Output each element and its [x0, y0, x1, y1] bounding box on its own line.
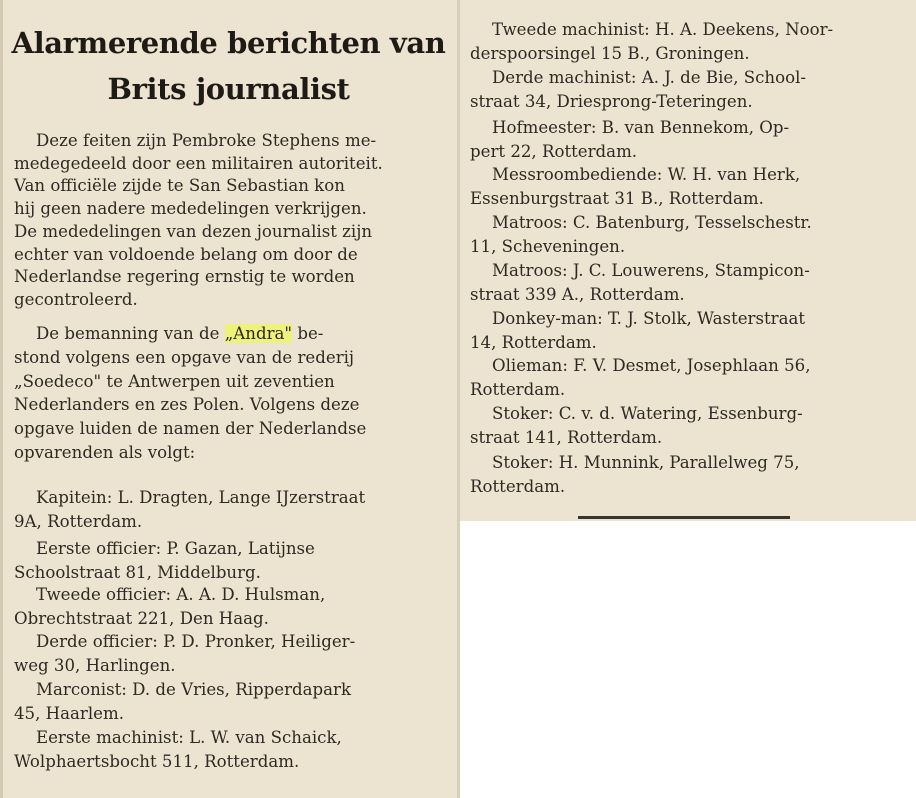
entry-line: Olieman: F. V. Desmet, Josephlaan 56, — [492, 356, 811, 375]
entry-line: weg 30, Harlingen. — [14, 655, 176, 675]
crew-entry — [14, 537, 315, 584]
crew-entry — [470, 66, 806, 113]
text-line: opgave luiden de namen der Nederlandse — [14, 419, 367, 439]
crew-entry — [470, 116, 789, 163]
text-line: „Soedeco" te Antwerpen uit zeventien — [14, 371, 335, 391]
entry-line: pert 22, Rotterdam. — [470, 141, 638, 161]
entry-line: Stoker: C. v. d. Watering, Essenburg- — [492, 404, 803, 423]
text-line: Nederlanders en zes Polen. Volgens deze — [14, 395, 360, 415]
text-line: Deze feiten zijn Pembroke Stephens me- — [36, 131, 377, 150]
entry-line: Essenburgstraat 31 B., Rotterdam. — [470, 188, 764, 208]
crew-entry — [470, 354, 810, 401]
entry-line: Matroos: J. C. Louwerens, Stampicon- — [492, 261, 810, 280]
entry-line: Matroos: C. Batenburg, Tesselschestr. — [492, 213, 812, 232]
crew-entry — [470, 163, 800, 210]
entry-line: Obrechtstraat 221, Den Haag. — [14, 608, 269, 628]
entry-line: Eerste machinist: L. W. van Schaick, — [36, 728, 342, 747]
text-line: Van officiële zijde te San Sebastian kon — [14, 176, 345, 196]
crew-entry — [14, 678, 351, 725]
entry-line: Messroombediende: W. H. van Herk, — [492, 165, 801, 184]
text-line: Nederlandse regering ernstig te worden — [14, 267, 355, 287]
crew-paragraph — [14, 322, 444, 465]
entry-line: Rotterdam. — [470, 476, 566, 496]
entry-line: 9A, Rotterdam. — [14, 511, 143, 531]
text-line: De mededelingen van dezen journalist zijn — [14, 221, 373, 241]
text-line — [14, 322, 444, 346]
crew-entry — [470, 402, 803, 449]
entry-line: Derde machinist: A. J. de Bie, School- — [492, 68, 807, 87]
crew-entry — [470, 307, 805, 354]
end-rule — [578, 516, 790, 519]
entry-line: Derde officier: P. D. Pronker, Heiliger- — [36, 632, 356, 651]
crew-entry — [14, 726, 342, 773]
text-line: opvarenden als volgt: — [14, 442, 196, 462]
entry-line: Kapitein: L. Dragten, Lange IJzerstraat — [36, 488, 366, 507]
entry-line: Eerste officier: P. Gazan, Latijnse — [36, 539, 315, 558]
right-column — [460, 0, 916, 521]
text-line: medegedeeld door een militairen autoriteit. — [14, 153, 383, 173]
entry-line: 11, Scheveningen. — [470, 236, 626, 256]
column-edge — [0, 0, 3, 798]
ship-name-highlight: „Andra" — [224, 324, 293, 343]
text-line: gecontroleerd. — [14, 289, 138, 309]
entry-line: Tweede officier: A. A. D. Hulsman, — [36, 585, 326, 604]
headline-line: Alarmerende berichten van — [11, 26, 446, 60]
headline-line: Brits journalist — [107, 72, 350, 106]
entry-line: straat 34, Driesprong-Teteringen. — [470, 91, 753, 111]
crew-entry — [470, 451, 800, 498]
entry-line: 14, Rotterdam. — [470, 332, 597, 352]
entry-line: Rotterdam. — [470, 379, 566, 399]
headline — [0, 20, 457, 112]
entry-line: 45, Haarlem. — [14, 703, 124, 723]
text-line: hij geen nadere mededelingen verkrijgen. — [14, 199, 367, 219]
entry-line: Hofmeester: B. van Bennekom, Op- — [492, 118, 790, 137]
intro-paragraph — [14, 130, 444, 312]
crew-entry — [470, 259, 810, 306]
entry-line: Donkey-man: T. J. Stolk, Wasterstraat — [492, 309, 806, 328]
crew-entry — [14, 583, 325, 630]
entry-line: Stoker: H. Munnink, Parallelweg 75, — [492, 453, 800, 472]
entry-line: Schoolstraat 81, Middelburg. — [14, 562, 261, 582]
crew-entry — [14, 486, 365, 533]
left-column — [0, 0, 457, 798]
text-line: stond volgens een opgave van de rederij — [14, 347, 355, 367]
entry-line: straat 141, Rotterdam. — [470, 427, 663, 447]
entry-line: derspoorsingel 15 B., Groningen. — [470, 43, 750, 63]
entry-line: Tweede machinist: H. A. Deekens, Noor- — [492, 20, 834, 39]
text-line: echter van voldoende belang om door de — [14, 244, 358, 264]
entry-line: Wolphaertsbocht 511, Rotterdam. — [14, 751, 300, 771]
text-fragment: be- — [292, 324, 324, 343]
text-fragment: De bemanning van de — [36, 324, 225, 343]
crew-entry — [470, 18, 833, 65]
crew-entry — [14, 630, 355, 677]
entry-line: straat 339 A., Rotterdam. — [470, 284, 685, 304]
crew-entry — [470, 211, 812, 258]
entry-line: Marconist: D. de Vries, Ripperdapark — [36, 680, 352, 699]
